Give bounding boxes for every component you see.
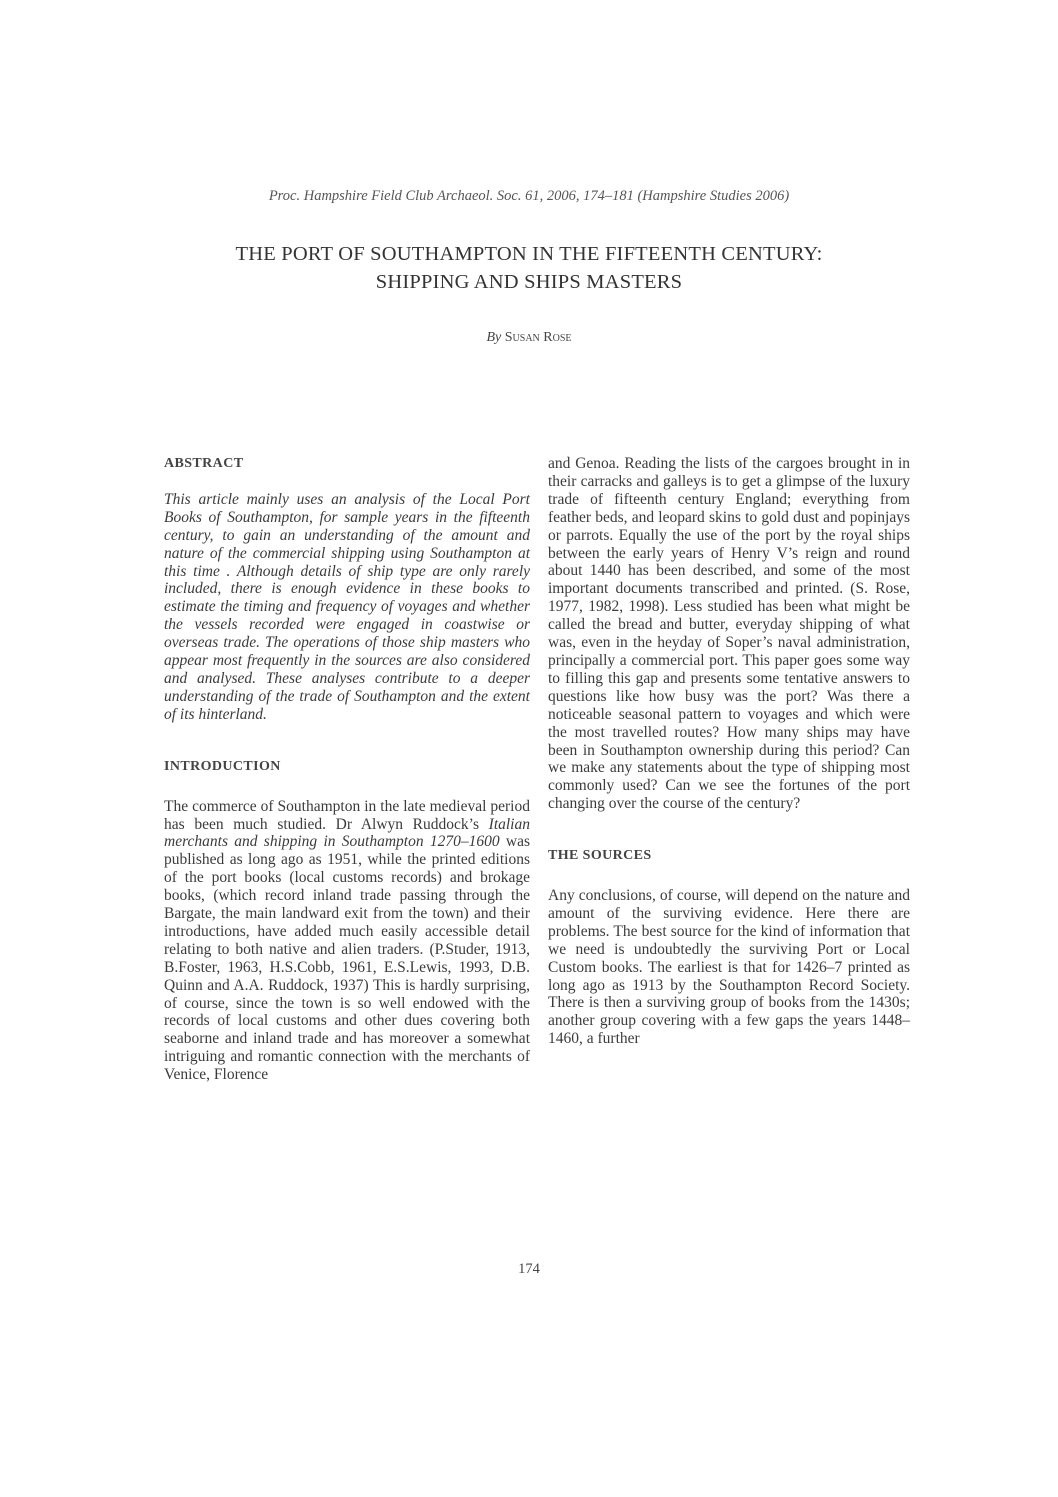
journal-reference: Proc. Hampshire Field Club Archaeol. Soc. 61, 2006, 174–181 (Hampshire Studies 2006) <box>268 188 790 204</box>
intro-text-part-2: was published as long ago as 1951, while the printed editions of the port books (local customs records) and brokage books, (which record inland trade passing through the Bargate, the main landward exit from the town) and their introductions, have added much easily accessible detail relating to both native and alien traders. (P.Studer, 1913, B.Foster, 1963, H.S.Cobb, 1961, E.S.Lewis, 1993, D.B. Quinn and A.A. Ruddock, 1937) This is hardly surprising, of course, since the town is so well endowed with the records of local customs and other dues covering both seaborne and inland trade and has moreover a somewhat intriguing and romantic connection with the merchants of Venice, Florence <box>164 833 531 1084</box>
left-column <box>164 455 530 1084</box>
author-by: By <box>486 330 502 345</box>
abstract-text: This article mainly uses an analysis of the Local Port Books of Southampton, for sample years in the fifteenth century, to gain an understanding of the amount and nature of the commercial shipping using Southampton at this time . Although details of ship type are only rarely included, there is enough evidence in these books to estimate the timing and frequency of voyages and whether the vessels recorded were engaged in coastwise or overseas trade. The operations of those ship masters who appear most frequently in the sources are also considered and analysed. These analyses contribute to a deeper understanding of the trade of Southampton and the extent of its hinterland. <box>164 490 530 723</box>
right-column <box>548 455 910 1048</box>
introduction-heading: INTRODUCTION <box>164 758 281 774</box>
abstract-heading: ABSTRACT <box>164 456 244 471</box>
title-line-2: SHIPPING AND SHIPS MASTERS <box>375 271 683 293</box>
introduction-paragraph <box>164 798 530 1085</box>
introduction-continued: and Genoa. Reading the lists of the cargoes brought in in their carracks and galleys is to get a glimpse of the luxury trade of fifteenth century England; everything from feather beds, and leopard skins to gold dust and popinjays or parrots. Equally the use of the port by the royal ships between the early years of Henry V’s reign and round about 1440 has been described, and some of the most important documents transcribed and printed. (S. Rose, 1977, 1982, 1998). Less studied has been what might be called the bread and butter, everyday shipping of what was, even in the heyday of Soper’s naval administration, principally a commercial port. This paper goes some way to filling this gap and presents some tentative answers to questions like how busy was the port? Was there a noticeable seasonal pattern to voyages and which were the most travelled routes? How many ships may have been in Southampton ownership during this period? Can we make any statements about the type of shipping most commonly used? Can we see the fortunes of the port changing over the course of the century? <box>548 455 910 813</box>
article-title <box>60 240 998 296</box>
intro-book-title: Italian merchants and shipping in Southampton 1270–1600 <box>164 815 530 851</box>
sources-paragraph: Any conclusions, of course, will depend on the nature and amount of the surviving evidence. Here there are problems. The best source for the kind of information that we need is undoubtedly the surviving Port or Local Custom books. The earliest is that for 1426–7 printed as long ago as 1913 by the Southampton Record Society. There is then a surviving group of books from the 1430s; another group covering with a few gaps the years 1448–1460, a further <box>548 887 910 1048</box>
sources-heading: THE SOURCES <box>548 848 652 864</box>
author-byline <box>0 330 1058 346</box>
intro-text-part-1: The commerce of Southampton in the late medieval period has been much studied. Dr Alwyn Ruddock’s <box>164 797 530 833</box>
title-line-1: THE PORT OF SOUTHAMPTON IN THE FIFTEENTH CENTURY: <box>235 243 823 265</box>
page-number: 174 <box>518 1261 540 1277</box>
author-name: Susan Rose <box>504 330 572 345</box>
